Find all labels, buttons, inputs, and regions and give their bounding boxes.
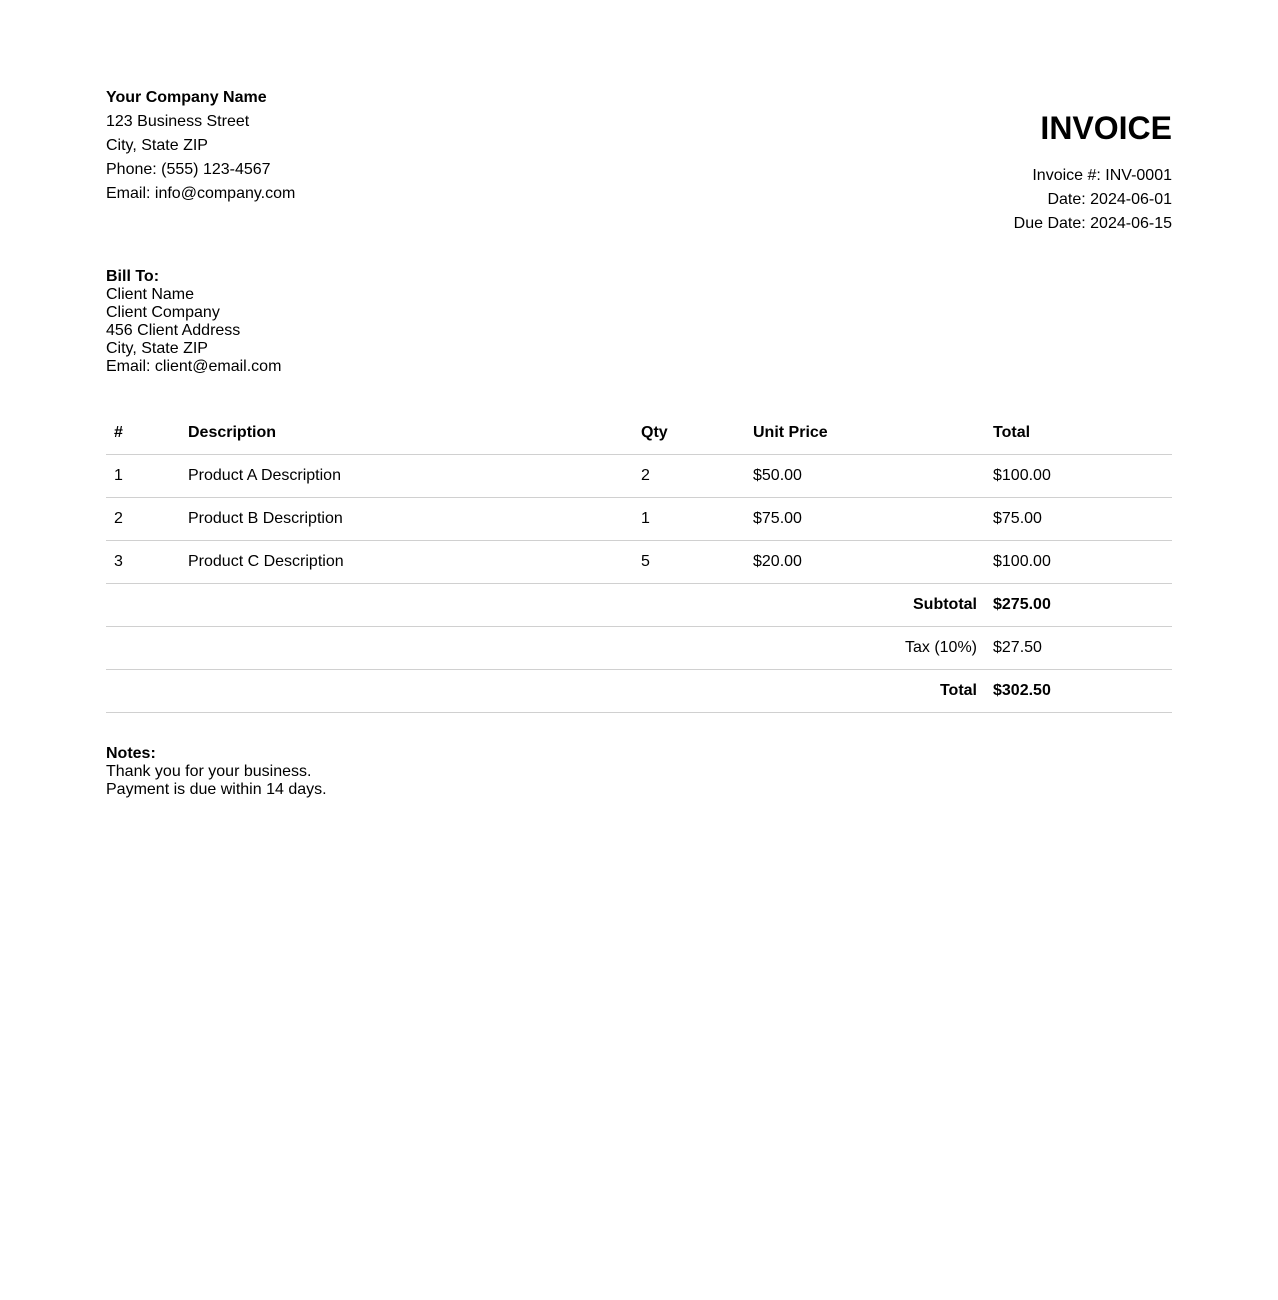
invoice-due-date: Due Date: 2024-06-15 [1013,215,1172,232]
bill-to-section [106,268,1172,376]
header-qty: Qty [633,412,745,455]
header-unit-price: Unit Price [745,412,985,455]
invoice-page [106,86,1172,799]
invoice-meta [1014,86,1172,236]
bill-to-label: Bill To: [106,268,160,285]
row-description: Product B Description [180,498,633,541]
grand-total-value: $302.50 [985,670,1172,713]
table-row [106,541,1172,584]
client-name: Client Name [106,286,195,303]
row-num: 2 [106,498,180,541]
table-row [106,455,1172,498]
company-city: City, State ZIP [106,137,208,154]
notes-line-2: Payment is due within 14 days. [106,781,327,798]
row-num: 1 [106,455,180,498]
row-description: Product A Description [180,455,633,498]
row-unit-price: $50.00 [745,455,985,498]
invoice-date: Date: 2024-06-01 [1047,191,1172,208]
row-qty: 5 [633,541,745,584]
row-unit-price: $75.00 [745,498,985,541]
tax-label: Tax (10%) [106,627,985,670]
tax-value: $27.50 [985,627,1172,670]
invoice-title: INVOICE [1040,110,1172,146]
company-name: Your Company Name [106,89,267,106]
row-qty: 2 [633,455,745,498]
row-unit-price: $20.00 [745,541,985,584]
client-email: Email: client@email.com [106,358,282,375]
row-total: $100.00 [985,455,1172,498]
header-description: Description [180,412,633,455]
row-qty: 1 [633,498,745,541]
row-total: $75.00 [985,498,1172,541]
line-items-table [106,412,1172,713]
notes-line-1: Thank you for your business. [106,763,312,780]
notes-label: Notes: [106,745,156,762]
subtotal-value: $275.00 [985,584,1172,627]
company-email: Email: info@company.com [106,185,296,202]
company-info [106,86,295,206]
header-num: # [106,412,180,455]
company-phone: Phone: (555) 123-4567 [106,161,271,178]
invoice-number: Invoice #: INV-0001 [1032,167,1172,184]
header-total: Total [985,412,1172,455]
tax-row [106,627,1172,670]
table-header-row [106,412,1172,455]
notes-section [106,745,1172,799]
row-description: Product C Description [180,541,633,584]
client-address: 456 Client Address [106,322,241,339]
grand-total-row [106,670,1172,713]
subtotal-row [106,584,1172,627]
grand-total-label: Total [106,670,985,713]
row-num: 3 [106,541,180,584]
table-row [106,498,1172,541]
row-total: $100.00 [985,541,1172,584]
subtotal-label: Subtotal [106,584,985,627]
invoice-header [106,86,1172,236]
client-company: Client Company [106,304,220,321]
client-city: City, State ZIP [106,340,208,357]
company-street: 123 Business Street [106,113,250,130]
